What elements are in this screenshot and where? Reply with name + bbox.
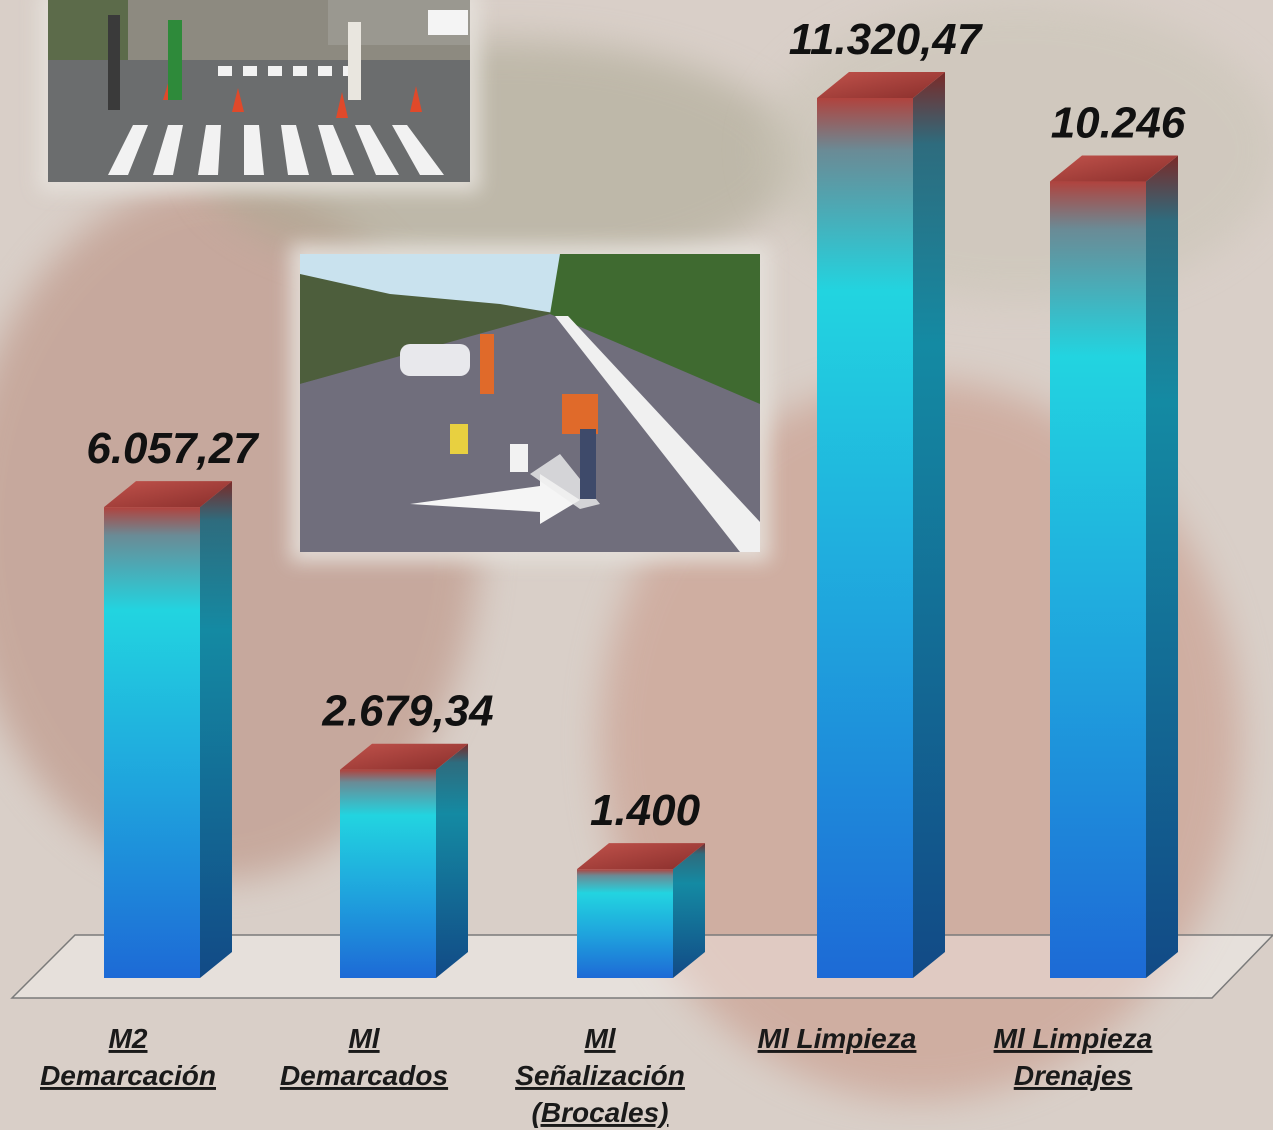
bar-4 (817, 72, 945, 978)
category-label-line: Ml Limpieza (993, 1023, 1153, 1054)
value-labels-group (86, 15, 1185, 835)
category-label-5 (994, 1023, 1153, 1091)
category-label-line: Señalización (515, 1060, 685, 1091)
bars-group (104, 72, 1178, 978)
bar-side-1 (200, 481, 232, 978)
category-label-4 (758, 1023, 917, 1054)
bar-2 (340, 744, 468, 978)
value-label-1: 6.057,27 (86, 424, 258, 474)
value-label-2: 2.679,34 (322, 686, 494, 736)
category-label-line: Demarcación (40, 1060, 216, 1091)
category-label-line: M2 (108, 1023, 148, 1054)
bar-side-2 (436, 744, 468, 978)
bar-5 (1050, 156, 1178, 978)
category-label-line: Drenajes (1013, 1060, 1133, 1091)
bar-front-1 (104, 507, 200, 978)
bar-side-5 (1146, 156, 1178, 978)
bar-front-2 (340, 770, 436, 978)
bar-front-4 (817, 98, 913, 978)
bar-front-3 (577, 869, 673, 978)
category-label-line: (Brocales) (531, 1097, 669, 1128)
category-labels-group (40, 1023, 1152, 1128)
category-label-2 (280, 1023, 448, 1091)
value-label-5: 10.246 (1050, 98, 1186, 148)
category-label-1 (40, 1023, 216, 1091)
category-label-line: Ml Limpieza (757, 1023, 917, 1054)
bar-side-4 (913, 72, 945, 978)
bar-front-5 (1050, 182, 1146, 978)
category-label-3 (515, 1023, 685, 1128)
category-label-line: Demarcados (279, 1060, 449, 1091)
value-label-4: 11.320,47 (788, 15, 982, 64)
bar-1 (104, 481, 232, 978)
category-label-line: Ml (584, 1023, 616, 1054)
bar-3 (577, 843, 705, 978)
value-label-3: 1.400 (589, 786, 701, 836)
category-label-line: Ml (348, 1023, 380, 1054)
